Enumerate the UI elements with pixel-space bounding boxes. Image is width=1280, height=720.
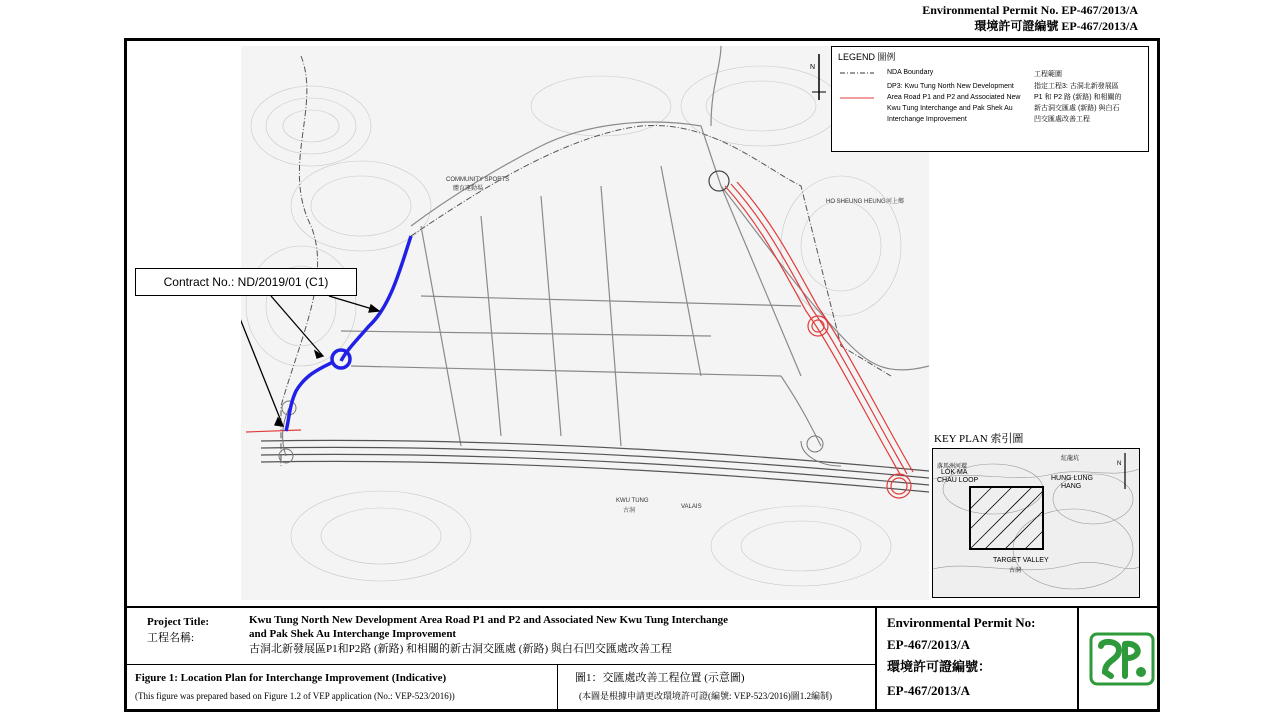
- key-hang: HANG: [1061, 483, 1082, 490]
- project-title-cn: 古洞北新發展區P1和P2路 (新路) 和相關的新古洞交匯處 (新路) 與白石凹交匯處改善工程: [249, 643, 672, 655]
- figure-note: (This figure was prepared based on Figure 1.2 of VEP application (No.: VEP-523/2016)): [135, 691, 455, 701]
- key-target-valley-cn: 古洞: [1009, 568, 1022, 574]
- legend-item-nda-cn: 工程範圍: [1034, 71, 1062, 78]
- epd-logo: [1089, 632, 1155, 686]
- figure-note-cn: (本圖是根據申請更改環境許可證(編號: VEP-523/2016)圖1.2編制): [579, 691, 832, 701]
- ep-label-cn: 環境許可證編號：: [887, 659, 992, 674]
- project-title-label-cn: 工程名稱:: [147, 632, 195, 644]
- key-plan-title: KEY PLAN 索引圖: [934, 433, 1024, 445]
- label-community-sports: COMMUNITY SPORTS: [446, 177, 510, 183]
- legend: [831, 46, 1149, 152]
- label-valais: VALAIS: [681, 504, 702, 510]
- key-lok-ma: LOK MA: [941, 469, 968, 476]
- label-ho-sheung-heung-cn: 河上鄉: [886, 199, 905, 205]
- north-arrow: N: [810, 64, 816, 71]
- ep-label: Environmental Permit No:: [887, 615, 1036, 630]
- project-title-label: Project Title:: [147, 616, 210, 628]
- legend-item-nda: NDA Boundary: [887, 69, 934, 76]
- figure-title-cn: 圖1：交匯處改善工程位置 (示意圖): [575, 672, 745, 684]
- label-kwu-tung-cn: 古洞: [623, 508, 636, 514]
- label-kwu-tung: KWU TUNG: [616, 498, 649, 504]
- ep-number-2: EP-467/2013/A: [887, 683, 971, 698]
- key-hung-lung: HUNG LUNG: [1051, 475, 1094, 482]
- label-community-sports-cn: 體育運動場: [453, 186, 484, 192]
- key-north: N: [1117, 461, 1122, 467]
- legend-symbols: [838, 67, 878, 117]
- key-plan: [930, 430, 1149, 600]
- key-target-valley: TARGET VALLEY: [993, 557, 1049, 564]
- ep-number: EP-467/2013/A: [887, 637, 971, 652]
- header-permit-cn: 環境許可證編號 EP-467/2013/A: [974, 19, 1138, 33]
- title-block: [127, 606, 1157, 709]
- location-map: [241, 46, 929, 600]
- project-title-line2: and Pak Shek Au Interchange Improvement: [249, 628, 457, 640]
- contract-callout: Contract No.: ND/2019/01 (C1): [135, 268, 357, 296]
- legend-item-dp3-cn: 指定工程3: 古洞北新發展區 P1 和 P2 路 (新路) 和相關的 新古洞交匯處 (新路) 與白石 凹交匯處改善工程: [1034, 83, 1122, 123]
- key-lok-ma-chau-cn: 落馬洲河環: [937, 464, 968, 470]
- header-permit-en: Environmental Permit No. EP-467/2013/A: [922, 3, 1138, 17]
- legend-title: LEGEND 圖例: [838, 52, 896, 62]
- key-hung-lung-hang-cn: 紅龍坑: [1061, 456, 1080, 462]
- key-chau-loop: CHAU LOOP: [937, 477, 979, 484]
- legend-item-dp3: DP3: Kwu Tung North New Development Area Road P1 and P2 and Associated New Kwu Tung Interchange and Pak Shek Au Interchange Improvement: [887, 83, 1021, 123]
- figure-title: Figure 1: Location Plan for Interchange Improvement (Indicative): [135, 672, 447, 684]
- label-ho-sheung-heung: HO SHEUNG HEUNG: [826, 199, 886, 205]
- project-title-line1: Kwu Tung North New Development Area Road P1 and P2 and Associated New Kwu Tung Interchange: [249, 614, 729, 626]
